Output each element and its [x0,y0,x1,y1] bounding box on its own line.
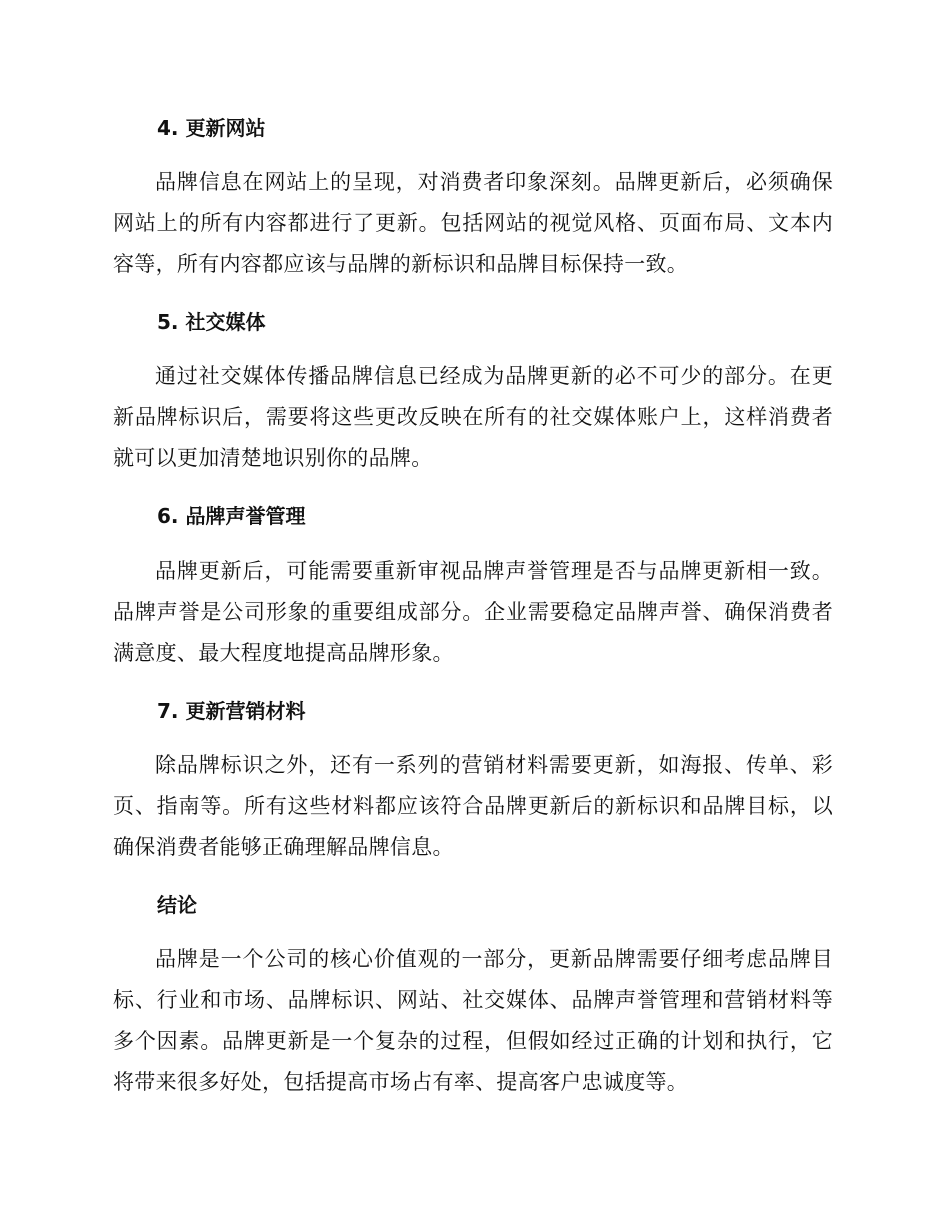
section-body-marketing-materials: 除品牌标识之外，还有一系列的营销材料需要更新，如海报、传单、彩页、指南等。所有这些材料都应该符合品牌更新后的新标识和品牌目标，以确保消费者能够正确理解品牌信息。 [113,753,833,859]
section-heading-social-media: 5. 社交媒体 [157,310,266,334]
section-body-social-media: 通过社交媒体传播品牌信息已经成为品牌更新的必不可少的部分。在更新品牌标识后，需要将这些更改反映在所有的社交媒体账户上，这样消费者就可以更加清楚地识别你的品牌。 [113,364,833,470]
section-body-brand-reputation: 品牌更新后，可能需要重新审视品牌声誉管理是否与品牌更新相一致。品牌声誉是公司形象的重要组成部分。企业需要稳定品牌声誉、确保消费者满意度、最大程度地提高品牌形象。 [113,559,833,665]
section-heading-marketing-materials: 7. 更新营销材料 [157,699,306,723]
section-body-update-website: 品牌信息在网站上的呈现，对消费者印象深刻。品牌更新后，必须确保网站上的所有内容都进行了更新。包括网站的视觉风格、页面布局、文本内容等，所有内容都应该与品牌的新标识和品牌目标保持一致。 [113,170,833,276]
section-heading-brand-reputation: 6. 品牌声誉管理 [157,504,306,528]
section-heading-update-website: 4. 更新网站 [157,116,266,140]
section-body-conclusion: 品牌是一个公司的核心价值观的一部分，更新品牌需要仔细考虑品牌目标、行业和市场、品牌标识、网站、社交媒体、品牌声誉管理和营销材料等多个因素。品牌更新是一个复杂的过程，但假如经过正确的计划和执行，它将带来很多好处，包括提高市场占有率、提高客户忠诚度等。 [113,947,833,1094]
section-heading-conclusion: 结论 [157,893,197,917]
